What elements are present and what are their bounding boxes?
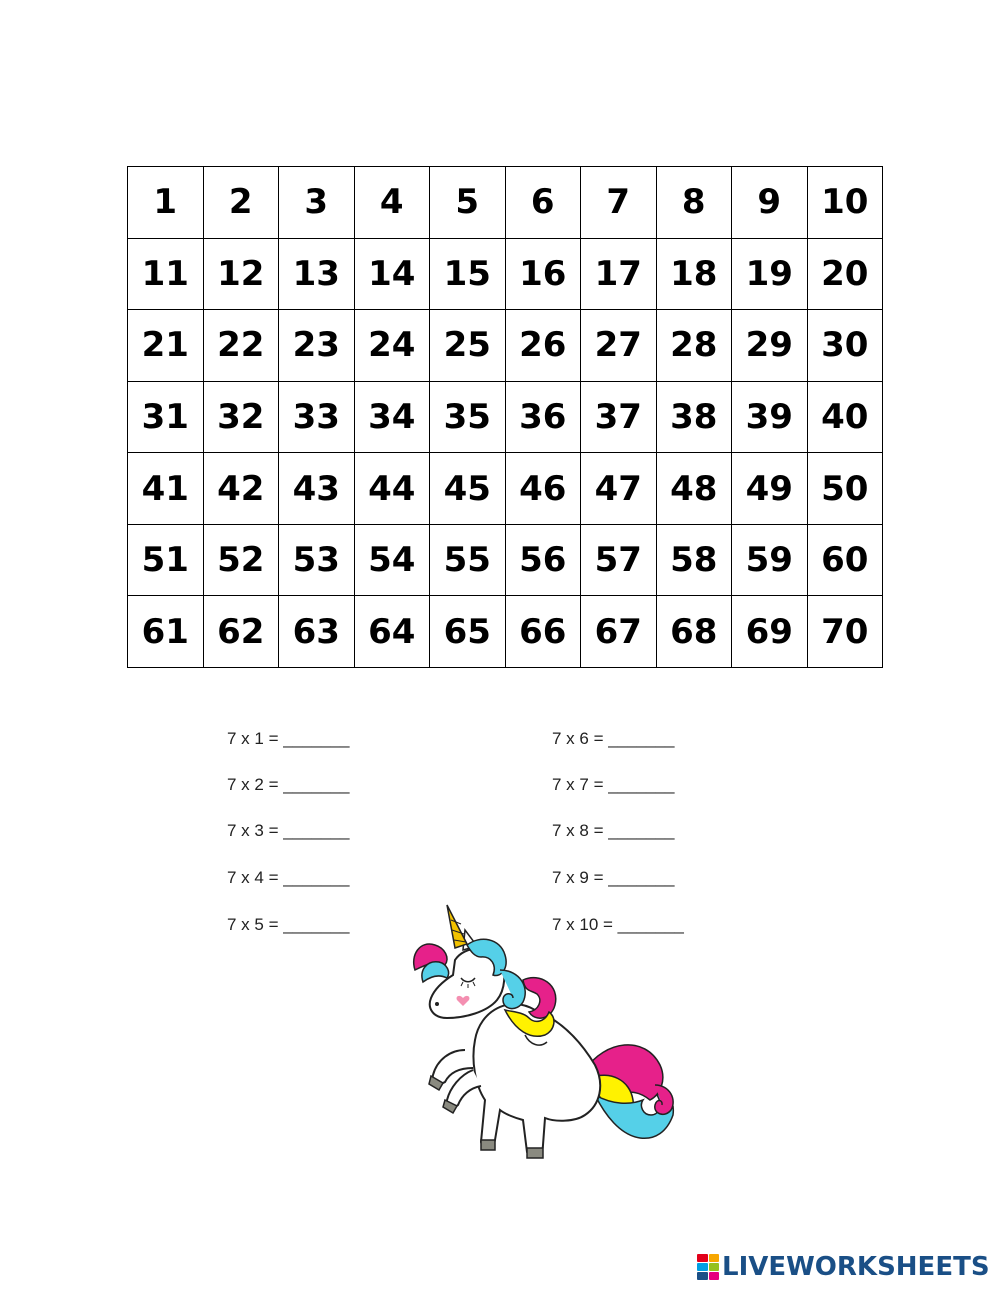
- grid-cell: 29: [732, 310, 808, 382]
- grid-cell: 35: [430, 382, 506, 454]
- grid-cell: 25: [430, 310, 506, 382]
- grid-cell: 4: [355, 167, 431, 239]
- grid-cell: 28: [657, 310, 733, 382]
- grid-cell: 68: [657, 596, 733, 668]
- grid-cell: 49: [732, 453, 808, 525]
- grid-cell: 19: [732, 239, 808, 311]
- grid-cell: 3: [279, 167, 355, 239]
- grid-cell: 40: [808, 382, 884, 454]
- grid-cell: 44: [355, 453, 431, 525]
- grid-cell: 31: [128, 382, 204, 454]
- grid-cell: 61: [128, 596, 204, 668]
- grid-cell: 34: [355, 382, 431, 454]
- grid-cell: 55: [430, 525, 506, 597]
- grid-cell: 51: [128, 525, 204, 597]
- unicorn-icon: [405, 900, 690, 1180]
- grid-cell: 62: [204, 596, 280, 668]
- exercise-7x1[interactable]: 7 x 1 = _______: [227, 729, 350, 748]
- grid-cell: 26: [506, 310, 582, 382]
- grid-cell: 15: [430, 239, 506, 311]
- grid-cell: 43: [279, 453, 355, 525]
- grid-cell: 57: [581, 525, 657, 597]
- grid-cell: 14: [355, 239, 431, 311]
- grid-cell: 1: [128, 167, 204, 239]
- grid-cell: 70: [808, 596, 884, 668]
- grid-cell: 38: [657, 382, 733, 454]
- grid-cell: 18: [657, 239, 733, 311]
- grid-cell: 36: [506, 382, 582, 454]
- grid-cell: 50: [808, 453, 884, 525]
- grid-cell: 45: [430, 453, 506, 525]
- grid-cell: 65: [430, 596, 506, 668]
- grid-cell: 64: [355, 596, 431, 668]
- exercise-7x6[interactable]: 7 x 6 = _______: [552, 729, 675, 748]
- grid-cell: 52: [204, 525, 280, 597]
- grid-cell: 9: [732, 167, 808, 239]
- grid-cell: 16: [506, 239, 582, 311]
- grid-cell: 7: [581, 167, 657, 239]
- exercise-7x7[interactable]: 7 x 7 = _______: [552, 775, 675, 794]
- grid-cell: 27: [581, 310, 657, 382]
- grid-cell: 32: [204, 382, 280, 454]
- exercise-7x4[interactable]: 7 x 4 = _______: [227, 868, 350, 887]
- grid-cell: 54: [355, 525, 431, 597]
- exercise-7x5[interactable]: 7 x 5 = _______: [227, 915, 350, 934]
- grid-cell: 41: [128, 453, 204, 525]
- grid-cell: 11: [128, 239, 204, 311]
- grid-cell: 17: [581, 239, 657, 311]
- grid-cell: 5: [430, 167, 506, 239]
- liveworksheets-wordmark: LIVEWORKSHEETS: [722, 1252, 990, 1282]
- exercise-7x3[interactable]: 7 x 3 = _______: [227, 821, 350, 840]
- grid-cell: 30: [808, 310, 884, 382]
- grid-cell: 33: [279, 382, 355, 454]
- grid-cell: 63: [279, 596, 355, 668]
- grid-cell: 67: [581, 596, 657, 668]
- grid-cell: 58: [657, 525, 733, 597]
- grid-cell: 12: [204, 239, 280, 311]
- grid-cell: 21: [128, 310, 204, 382]
- exercise-7x2[interactable]: 7 x 2 = _______: [227, 775, 350, 794]
- grid-cell: 2: [204, 167, 280, 239]
- grid-cell: 23: [279, 310, 355, 382]
- grid-cell: 42: [204, 453, 280, 525]
- grid-cell: 39: [732, 382, 808, 454]
- grid-cell: 59: [732, 525, 808, 597]
- liveworksheets-logo: [697, 1250, 990, 1284]
- grid-cell: 8: [657, 167, 733, 239]
- grid-cell: 20: [808, 239, 884, 311]
- exercise-7x8[interactable]: 7 x 8 = _______: [552, 821, 675, 840]
- grid-cell: 37: [581, 382, 657, 454]
- grid-cell: 56: [506, 525, 582, 597]
- number-grid: [127, 166, 883, 668]
- grid-cell: 46: [506, 453, 582, 525]
- grid-cell: 53: [279, 525, 355, 597]
- grid-cell: 24: [355, 310, 431, 382]
- grid-cell: 6: [506, 167, 582, 239]
- grid-cell: 60: [808, 525, 884, 597]
- grid-cell: 69: [732, 596, 808, 668]
- grid-cell: 48: [657, 453, 733, 525]
- exercise-7x10[interactable]: 7 x 10 = _______: [552, 915, 684, 934]
- grid-cell: 10: [808, 167, 884, 239]
- liveworksheets-logo-icon: [697, 1254, 719, 1280]
- grid-cell: 66: [506, 596, 582, 668]
- grid-cell: 13: [279, 239, 355, 311]
- exercise-7x9[interactable]: 7 x 9 = _______: [552, 868, 675, 887]
- grid-cell: 47: [581, 453, 657, 525]
- grid-cell: 22: [204, 310, 280, 382]
